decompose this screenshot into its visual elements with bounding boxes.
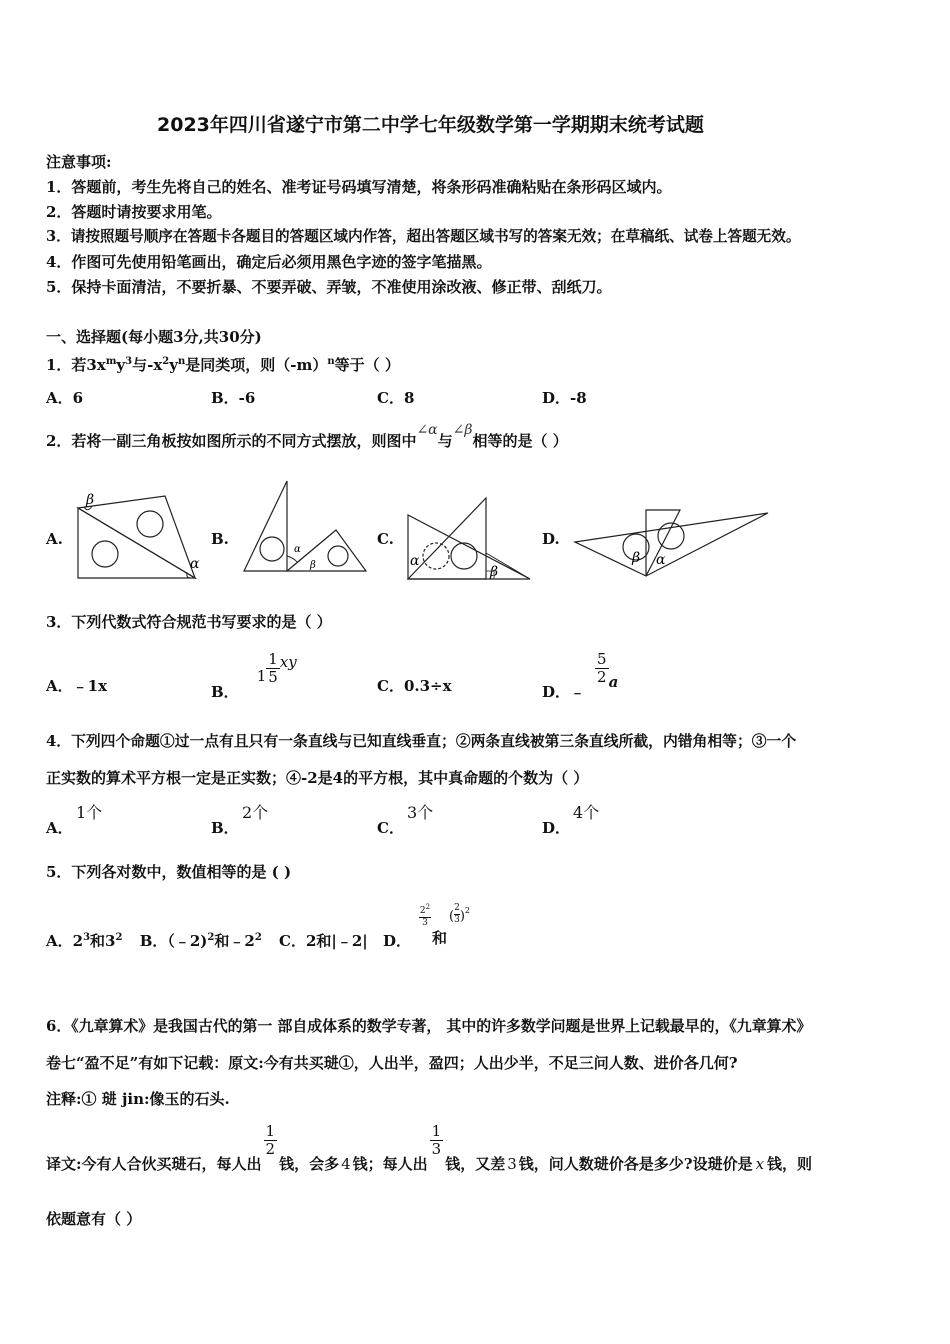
question-1-stem: 1．若$3x^my^3$与$-x^2y^n$是同类项，则$(-m)^n$等于（ ）: [46, 356, 400, 374]
question-5-option-a: A．$2^3$和$3^2$: [46, 932, 123, 950]
question-4-option-b-value: 2个: [242, 803, 269, 822]
question-2-option-d: D.: [542, 530, 560, 548]
question-5-options: [46, 929, 411, 950]
section-heading: 一、选择题(每小题3分,共30分): [46, 328, 262, 346]
page-title: 2023年四川省遂宁市第二中学七年级数学第一学期期末统考试题: [157, 114, 704, 136]
question-4-option-d: D．: [542, 819, 571, 837]
notice-item: 5．保持卡面清洁，不要折暴、不要弄破、弄皱，不准使用涂改液、修正带、刮纸刀。: [46, 278, 612, 296]
question-5-option-d-power: ( $\frac{2}{3}$ )$^2$: [449, 903, 470, 925]
question-3-option-c: C．0.3÷x: [377, 677, 452, 695]
question-2-option-b: B.: [211, 530, 229, 548]
question-4-option-c-value: 3个: [407, 803, 434, 822]
angle-beta-label: β: [632, 550, 641, 566]
question-6-line1: 6．《九章算术》是我国古代的第一 部自成体系的数学专著， 其中的许多数学问题是世界上记载最早的，《九章算术》: [46, 1017, 812, 1035]
question-6-line2: 卷七“盈不足”有如下记载：原文:今有共买琎①，人出半，盈四；人出少半，不足三问人数、进价各几何?: [46, 1054, 738, 1072]
question-5-option-d-label: D．: [382, 932, 411, 950]
notice-item: 4．作图可先使用铅笔画出，确定后必须用黑色字迹的签字笔描黑。: [46, 253, 492, 271]
question-1-option-d: D．-8: [542, 389, 587, 407]
figure-b-set-squares: [238, 478, 373, 578]
question-6-prompt: 依题意有（ ）: [46, 1210, 142, 1228]
question-2-stem: 2．若将一副三角板按如图所示的不同方式摆放，则图中∠α与∠β相等的是（ ）: [46, 422, 568, 450]
angle-alpha-label: α: [190, 556, 200, 572]
question-4-line2: 正实数的算术平方根一定是正实数；④-2是4的平方根，其中真命题的个数为（ ）: [46, 769, 589, 787]
notice-item: 1．答题前，考生先将自己的姓名、准考证号码填写清楚，将条形码准确粘贴在条形码区域内。: [46, 178, 672, 196]
figure-c-set-squares: [402, 490, 537, 585]
question-3-option-b: B．1 $\frac{1}{5}$ xy: [211, 650, 297, 701]
question-6-translation: 译文:今有人合伙买琎石，每人出 $\frac{1}{2}$ 钱，会多 4 钱；每人出 $\frac{1}{3}$ 钱，又差 3 钱，问人数琎价各是多少?设琎价是 x 钱，则: [46, 1122, 813, 1173]
question-1-option-c: C．8: [377, 389, 415, 407]
angle-beta-label: β: [310, 560, 316, 571]
notice-item: 3．请按照题号顺序在答题卡各题目的答题区域内作答，超出答题区域书写的答案无效；在草稿纸、试卷上答题无效。: [46, 228, 801, 245]
question-4-option-c: C．: [377, 819, 404, 837]
angle-beta-label: β: [490, 564, 499, 580]
question-4-option-a-value: 1个: [76, 803, 103, 822]
question-5-option-d-and: 和: [432, 929, 448, 947]
angle-beta-label: β: [86, 492, 95, 508]
figure-a-set-squares: [70, 490, 205, 585]
angle-alpha-label: α: [656, 552, 666, 568]
question-5-option-b: B．（﹣2)$^2$和$﹣2^2$: [139, 932, 262, 950]
question-1-option-b: B．-6: [211, 389, 256, 407]
question-5-stem: 5．下列各对数中，数值相等的是 ( ): [46, 863, 292, 881]
question-2-option-a: A.: [46, 530, 63, 548]
question-2-option-c: C.: [377, 530, 394, 548]
question-3-stem: 3．下列代数式符合规范书写要求的是（ ）: [46, 613, 332, 631]
angle-alpha-label: α: [410, 553, 420, 569]
figure-d-set-squares: [570, 500, 775, 585]
notice-item: 2．答题时请按要求用笔。: [46, 203, 222, 221]
question-3-option-a: A．﹣1x: [46, 677, 108, 695]
question-4-option-d-value: 4个: [573, 803, 600, 822]
notice-heading: 注意事项:: [46, 153, 112, 171]
question-3-option-d: D．﹣ $\frac{5}{2}$ a: [542, 650, 619, 701]
question-6-note: 注释:① 琎 jin:像玉的石头.: [46, 1090, 230, 1108]
question-1-option-a: A．6: [46, 389, 84, 407]
question-4-option-a: A．: [46, 819, 73, 837]
question-4-line1: 4．下列四个命题①过一点有且只有一条直线与已知直线垂直；②两条直线被第三条直线所截，内错角相等；③一个: [46, 733, 797, 750]
question-4-option-b: B．: [211, 819, 239, 837]
question-5-option-c: C．2和|﹣2|: [279, 932, 368, 950]
question-5-option-d-fraction: $2^2$ 3: [419, 903, 431, 928]
angle-alpha-label: α: [294, 544, 301, 555]
